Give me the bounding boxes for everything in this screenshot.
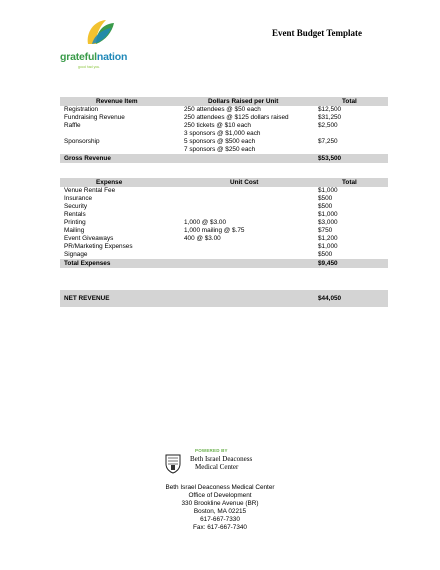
table-row	[60, 219, 388, 227]
row-total: $1,000	[318, 210, 338, 218]
bidmc-logo	[165, 448, 275, 476]
row-detail: 7 sponsors @ $250 each	[184, 145, 256, 153]
net-revenue-total: $44,050	[318, 294, 342, 302]
leaf-logo-icon	[84, 18, 116, 46]
unit-cost-header: Unit Cost	[230, 178, 259, 186]
row-detail: 250 attendees @ $50 each	[184, 105, 261, 113]
row-item: PR/Marketing Expenses	[64, 242, 133, 250]
row-item: Insurance	[64, 194, 93, 202]
table-row	[60, 146, 388, 154]
row-total: $31,250	[318, 113, 342, 121]
row-total: $1,200	[318, 234, 338, 242]
row-total: $1,000	[318, 242, 338, 250]
row-item: Raffle	[64, 121, 81, 129]
table-row	[60, 130, 388, 138]
address-line: 617-667-7330	[200, 516, 240, 524]
row-total: $500	[318, 194, 333, 202]
address-line: 330 Brookline Avenue (BR)	[181, 500, 259, 508]
table-row	[60, 114, 388, 122]
row-detail: 1,000 @ $3.00	[184, 218, 227, 226]
row-detail: 5 sponsors @ $500 each	[184, 137, 256, 145]
row-detail: 250 tickets @ $10 each	[184, 121, 251, 129]
gross-revenue-total: $53,500	[318, 154, 342, 162]
address-line: Boston, MA 02215	[193, 508, 247, 516]
table-row	[60, 243, 388, 251]
row-detail: 400 @ $3.00	[184, 234, 221, 242]
table-row	[60, 195, 388, 203]
expense-table	[60, 178, 388, 268]
expense-header-row	[60, 178, 388, 187]
revenue-item-header: Revenue Item	[96, 97, 138, 105]
total-expenses-total: $9,450	[318, 259, 338, 267]
total-expenses-row	[60, 259, 388, 268]
table-row	[60, 227, 388, 235]
powered-by-label: POWERED BY	[195, 448, 228, 453]
row-item: Printing	[64, 218, 86, 226]
row-item: Sponsorship	[64, 137, 100, 145]
row-total: $750	[318, 226, 333, 234]
address-line: Fax: 617-667-7340	[192, 524, 247, 532]
row-item: Registration	[64, 105, 99, 113]
address-line: Office of Development	[188, 492, 252, 500]
row-detail: 250 attendees @ $125 dollars raised	[184, 113, 289, 121]
table-row	[60, 106, 388, 114]
expense-header: Expense	[96, 178, 123, 186]
revenue-total-header: Total	[342, 97, 357, 105]
crest-icon	[165, 454, 181, 474]
row-item: Event Giveaways	[64, 234, 114, 242]
net-revenue-label: NET REVENUE	[64, 294, 110, 302]
address-line: Beth Israel Deaconess Medical Center	[165, 484, 275, 491]
row-detail: 1,000 mailing @ $.75	[184, 226, 245, 234]
row-item: Rentals	[64, 210, 86, 218]
gratefulnation-logo	[60, 18, 140, 74]
total-expenses-label: Total Expenses	[64, 259, 111, 267]
row-total: $500	[318, 250, 333, 258]
row-item: Security	[64, 202, 88, 210]
row-total: $2,500	[318, 121, 338, 129]
net-revenue-row	[60, 290, 388, 307]
row-item: Signage	[64, 250, 88, 258]
bidmc-name-line1: Beth Israel Deaconess	[190, 455, 253, 463]
row-total: $500	[318, 202, 333, 210]
row-total: $3,000	[318, 218, 338, 226]
row-total: $1,000	[318, 186, 338, 194]
gross-revenue-label: Gross Revenue	[64, 154, 111, 162]
revenue-table	[60, 97, 388, 163]
row-item: Mailing	[64, 226, 85, 234]
row-item: Venue Rental Fee	[64, 186, 116, 194]
page-title: Event Budget Template	[272, 28, 363, 38]
dollars-raised-header: Dollars Raised per Unit	[208, 97, 279, 105]
revenue-header-row	[60, 97, 388, 106]
gross-revenue-row	[60, 154, 388, 163]
logo-tagline: good had you.	[78, 65, 101, 69]
expense-total-header: Total	[342, 178, 357, 186]
table-row	[60, 187, 388, 195]
row-total: $7,250	[318, 137, 338, 145]
row-item: Fundraising Revenue	[64, 113, 125, 121]
table-row	[60, 138, 388, 146]
table-row	[60, 251, 388, 259]
bidmc-name-line2: Medical Center	[195, 463, 239, 471]
net-revenue-table	[60, 290, 388, 307]
table-row	[60, 235, 388, 243]
logo-wordmark: gratefulnation	[60, 51, 128, 63]
footer-address	[0, 484, 440, 533]
row-detail: 3 sponsors @ $1,000 each	[184, 129, 261, 137]
table-row	[60, 122, 388, 130]
table-row	[60, 211, 388, 219]
table-row	[60, 203, 388, 211]
row-total: $12,500	[318, 105, 342, 113]
